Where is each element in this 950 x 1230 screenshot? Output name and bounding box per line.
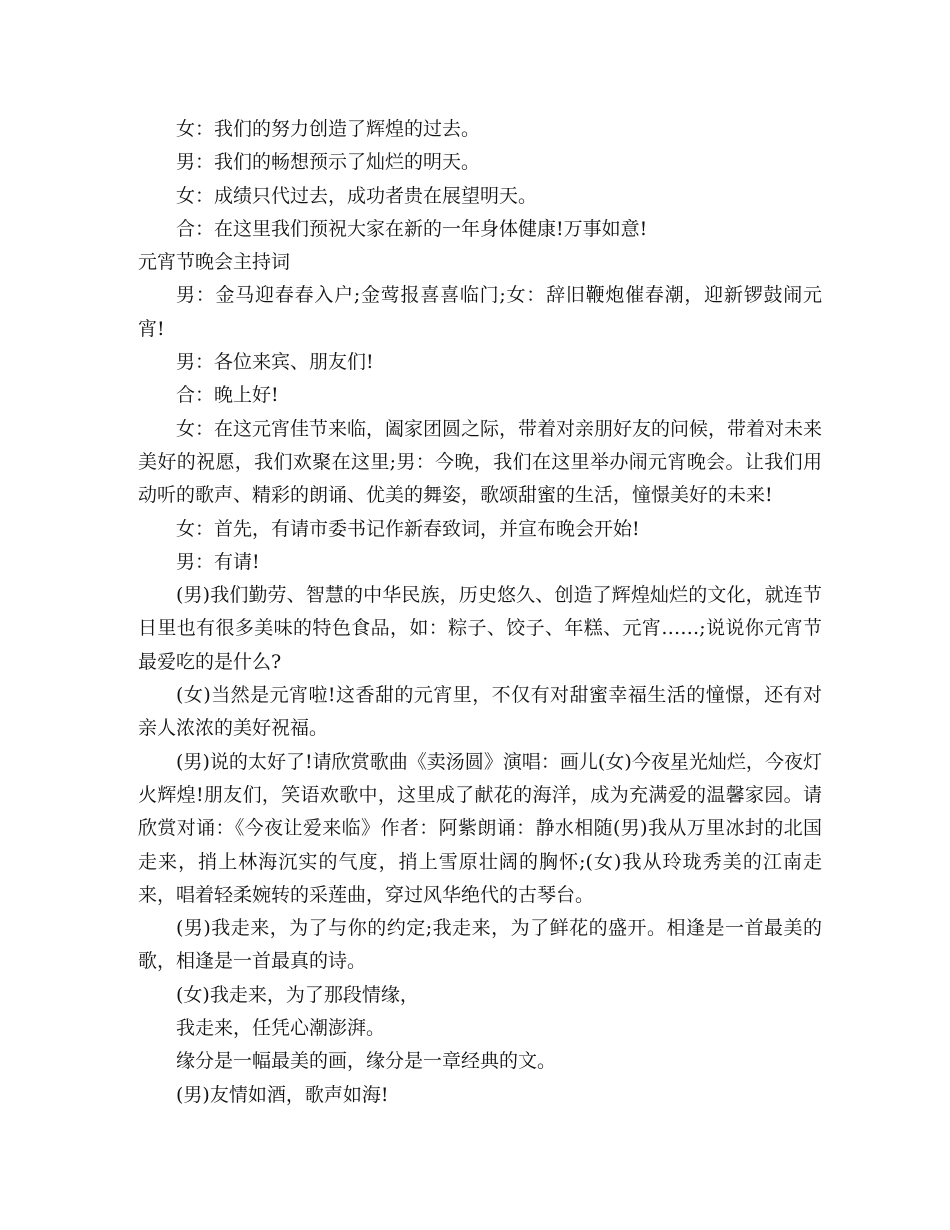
paragraph: (女)当然是元宵啦!这香甜的元宵里，不仅有对甜蜜幸福生活的憧憬，还有对亲人浓浓的美好祝福。 xyxy=(138,684,822,740)
section-heading: 元宵节晚会主持词 xyxy=(138,251,291,274)
paragraph: 缘分是一幅最美的画，缘分是一章经典的文。 xyxy=(176,1050,557,1073)
paragraph: 女：成绩只代过去，成功者贵在展望明天。 xyxy=(176,184,538,207)
paragraph: 女：首先，有请市委书记作新春致词，并宣布晚会开始! xyxy=(176,517,640,540)
paragraph: (男)说的太好了!请欣赏歌曲《卖汤圆》演唱：画儿(女)今夜星光灿烂，今夜灯火辉煌!朋友们，笑语欢歌中，这里成了献花的海洋，成为充满爱的温馨家园。请欣赏对诵：《今夜让爱来临》作者：阿紫朗诵：静水相随(男)我从万里冰封的北国走来，捎上林海沉实的气度，捎上雪原壮阔的胸怀;(女)我从玲珑秀美的江南走来，唱着轻柔婉转的采莲曲，穿过风华绝代的古琴台。 xyxy=(138,750,822,906)
paragraph: 女：我们的努力创造了辉煌的过去。 xyxy=(176,118,481,140)
paragraph: 我走来，任凭心潮澎湃。 xyxy=(176,1017,386,1040)
paragraph: 合：晚上好! xyxy=(176,384,279,407)
paragraph: 合：在这里我们预祝大家在新的一年身体健康!万事如意! xyxy=(176,217,648,240)
paragraph: 男：有请! xyxy=(176,550,260,573)
paragraph: (男)我走来，为了与你的约定;我走来，为了鲜花的盛开。相逢是一首最美的歌，相逢是一首最真的诗。 xyxy=(138,917,822,973)
paragraph: (女)我走来，为了那段情缘， xyxy=(176,983,419,1006)
paragraph: (男)我们勤劳、智慧的中华民族，历史悠久、创造了辉煌灿烂的文化，就连节日里也有很多美味的特色食品，如：粽子、饺子、年糕、元宵……;说说你元宵节最爱吃的是什么? xyxy=(138,584,822,673)
paragraph: (男)友情如酒，歌声如海! xyxy=(176,1083,389,1106)
paragraph: 男：我们的畅想预示了灿烂的明天。 xyxy=(176,151,481,174)
paragraph: 女：在这元宵佳节来临，阖家团圆之际，带着对亲朋好友的问候，带着对未来美好的祝愿，我们欢聚在这里;男：今晚，我们在这里举办闹元宵晚会。让我们用动听的歌声、精彩的朗诵、优美的舞姿，歌颂甜蜜的生活，憧憬美好的未来! xyxy=(138,417,823,507)
paragraph: 男：各位来宾、朋友们! xyxy=(176,351,374,374)
paragraph: 男：金马迎春春入户;金莺报喜喜临门;女：辞旧鞭炮催春潮，迎新锣鼓闹元宵! xyxy=(138,284,822,340)
